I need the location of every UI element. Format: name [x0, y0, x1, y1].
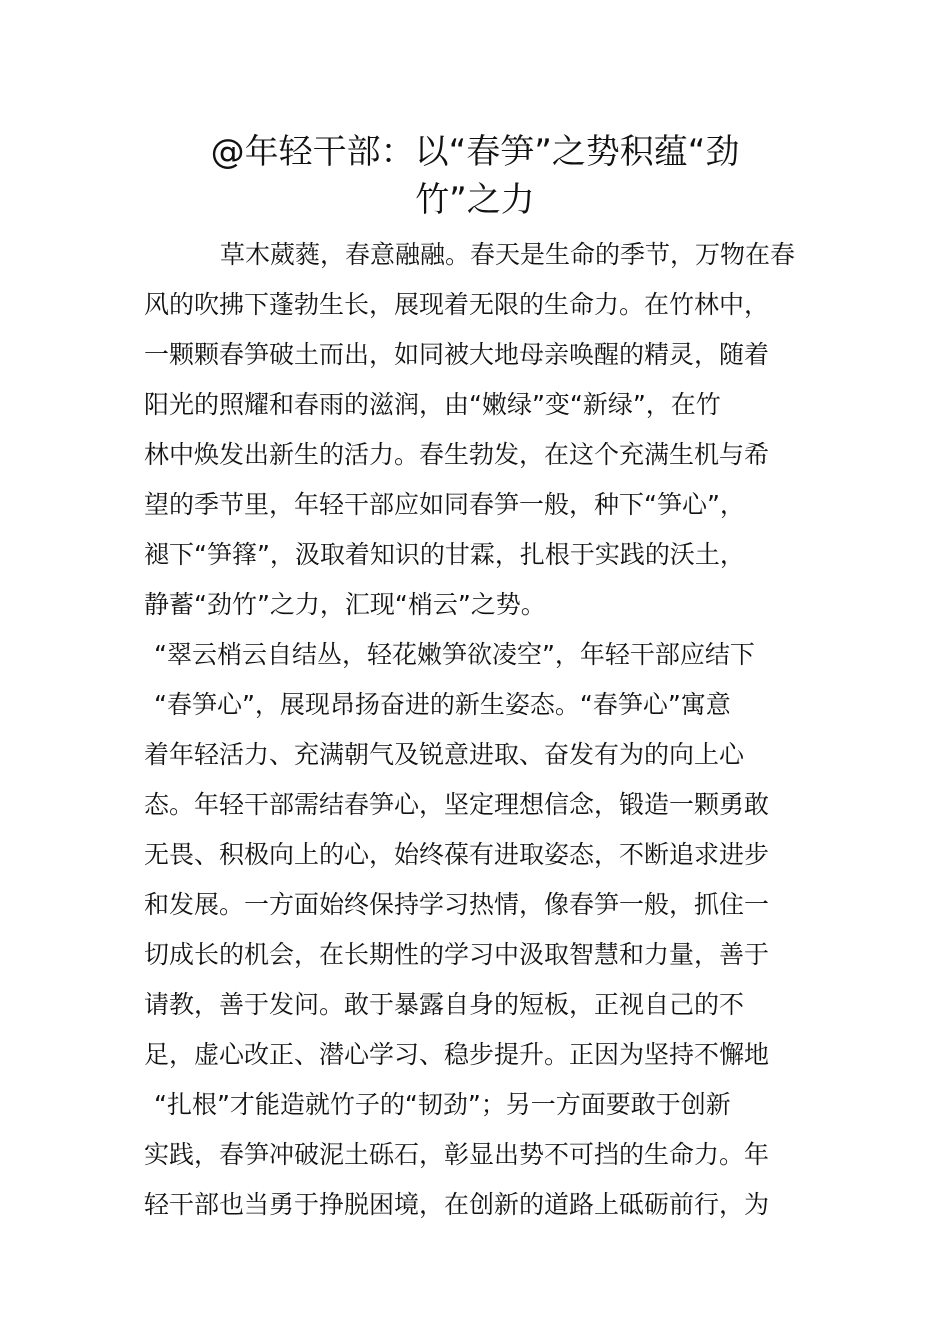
paragraph-2-line-1: “翠云梢云自结丛，轻花嫩笋欲凌空”，年轻干部应结下	[154, 640, 755, 669]
paragraph-2-line-3: 着年轻活力、充满朝气及锐意进取、奋发有为的向上心	[144, 740, 745, 769]
title-line-2: 竹”之力	[415, 180, 535, 220]
paragraph-1-line-1: 草木葳蕤，春意融融。春天是生命的季节，万物在春	[220, 240, 796, 269]
paragraph-2	[144, 630, 806, 1230]
paragraph-1-line-3: 一颗颗春笋破土而出，如同被大地母亲唤醒的精灵，随着	[144, 340, 770, 369]
paragraph-2-line-9: 足，虚心改正、潜心学习、稳步提升。正因为坚持不懈地	[144, 1040, 770, 1069]
paragraph-2-line-5: 无畏、积极向上的心，始终葆有进取姿态，不断追求进步	[144, 840, 770, 869]
paragraph-2-line-4: 态。年轻干部需结春笋心，坚定理想信念，锻造一颗勇敢	[144, 790, 770, 819]
paragraph-2-line-7: 切成长的机会，在长期性的学习中汲取智慧和力量，善于	[144, 940, 770, 969]
paragraph-1-line-7: 褪下“笋箨”，汲取着知识的甘霖，扎根于实践的沃土，	[144, 540, 745, 569]
paragraph-2-line-11: 实践，春笋冲破泥土砾石，彰显出势不可挡的生命力。年	[144, 1140, 770, 1169]
document-page	[144, 128, 806, 1230]
paragraph-1-line-8: 静蓄“劲竹”之力，汇现“梢云”之势。	[144, 590, 546, 619]
paragraph-2-line-2: “春笋心”，展现昂扬奋进的新生姿态。“春笋心”寓意	[154, 690, 731, 719]
paragraph-2-line-12: 轻干部也当勇于挣脱困境，在创新的道路上砥砺前行，为	[144, 1190, 770, 1219]
paragraph-1-line-5: 林中焕发出新生的活力。春生勃发，在这个充满生机与希	[144, 440, 770, 469]
paragraph-2-line-6: 和发展。一方面始终保持学习热情，像春笋一般，抓住一	[144, 890, 770, 919]
paragraph-1-line-4: 阳光的照耀和春雨的滋润，由“嫩绿”变“新绿”，在竹	[144, 390, 721, 419]
document-title	[144, 128, 806, 224]
paragraph-2-line-10: “扎根”才能造就竹子的“韧劲”；另一方面要敢于创新	[154, 1090, 731, 1119]
paragraph-1-line-6: 望的季节里，年轻干部应如同春笋一般，种下“笋心”，	[144, 490, 745, 519]
paragraph-2-line-8: 请教，善于发问。敢于暴露自身的短板，正视自己的不	[144, 990, 745, 1019]
document-body	[144, 230, 806, 1230]
paragraph-1-line-2: 风的吹拂下蓬勃生长，展现着无限的生命力。在竹林中，	[144, 290, 770, 319]
paragraph-1	[144, 230, 806, 630]
title-line-1: @年轻干部：以“春笋”之势积蕴“劲	[210, 132, 740, 172]
